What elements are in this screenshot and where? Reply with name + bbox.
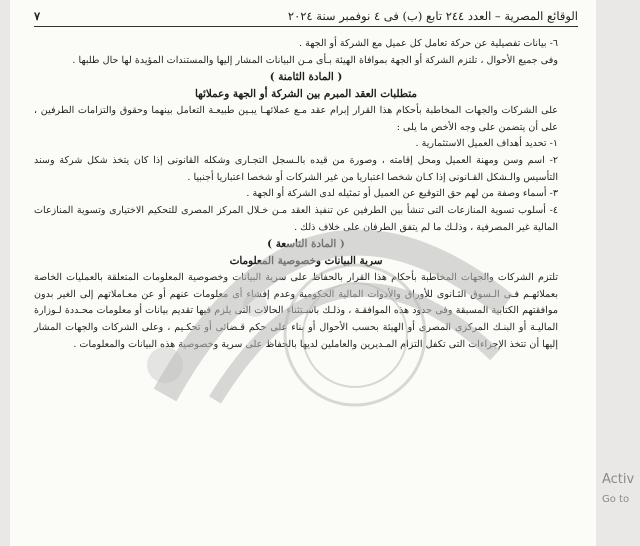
document-body xyxy=(34,36,578,353)
list-item: ٤- أسلوب تسوية المنازعات التى تنشأ بين الطرفين عن تنفيذ العقد مـن خـلال المركز المصرى للتحكيم الاختيارى وتسوية المنازعات المالية غير المصرفية ، وذلـك ما لم يتفق الطرفان على خلاف ذلك . xyxy=(34,205,558,233)
paragraph: وفى جميع الأحوال ، تلتزم الشركة أو الجهة بموافاة الهيئة بـأى مـن البيانات المشار إليها والمستندات المؤيدة لها حال طلبها . xyxy=(72,54,558,66)
paragraph: ٦- بيانات تفصيلية عن حركة تعامل كل عميل مع الشركة أو الجهة . xyxy=(298,38,558,49)
page-number: ٧ xyxy=(34,9,41,23)
list-item: ٣- أسماء وصفة من لهم حق التوقيع عن العميل أو تمثيله لدى الشركة أو الجهة . xyxy=(246,188,558,200)
article-8-heading: ( المادة الثامنة ) xyxy=(269,71,343,84)
article-9-title: سرية البيانات وخصوصية المعلومات xyxy=(229,255,383,268)
page-header xyxy=(34,6,578,27)
document-page xyxy=(10,0,596,546)
activation-watermark xyxy=(602,470,638,510)
header-title: الوقائع المصرية – العدد ٢٤٤ تابع (ب) فى ٤ نوفمبر سنة ٢٠٢٤ xyxy=(287,9,578,23)
activation-line-1: Activ xyxy=(602,472,635,487)
paragraph: على الشركات والجهات المخاطبة بأحكام هذا القرار إبرام عقد مـع عملائهـا يبـين طبيعـة التعامل بينهما وحقوق والتزامات الطرفين ، على أن يتضمن على وجه الأخص ما يلى : xyxy=(34,104,558,133)
list-item: ١- تحديد أهداف العميل الاستثمارية . xyxy=(415,138,558,150)
paragraph: تلتزم الشركات والجهات المخاطبة بأحكام هذا القرار بالحفاظ على سرية البيانات وخصوصية المعلومات المتعلقة بالعمليات الخاصة بعملائهـم فـى الـسوق الثـانوى للأوراق والأدوات المالية الحكومية وعدم إفشاء أى معلومات عنهم أو عن معـاملاتهم إلى الغير بدون موافقتهم الكتابية المسبقة وفى حدود هذه الموافقـة ، وذلـك باسـتثناء الحالات التى يلزم فيها تقديم بيانات أو معلومات محـددة لـوزارة الماليـة أو البنـك المركزى المصرى أو الهيئة بحسب الأحوال أو بناء على حكم قـضائى أو تحكـيم ، وعلى الشركات والجهات المشار إليها أن تتخذ الإجراءات التى تكفل التزام المـديرين والعاملين لديها بالحفاظ على سرية وخصوصية هذه البيانات والمعلومات . xyxy=(34,271,558,350)
list-item: ٢- اسم وسن ومهنة العميل ومحل إقامته ، وصورة من قيده بالـسجل التجـارى وشكله القانونى إذا كان يتخذ شكل شركة وسند التأسيس والـشكل القـانونى إذا كـان شخصا اعتباريا من غير الشركات أو شخصا اعتباريا أجنبيا . xyxy=(34,154,558,183)
article-9-heading: ( المادة التاسعة ) xyxy=(267,238,345,251)
article-8-title: متطلبات العقد المبرم بين الشركة أو الجهة وعملائها xyxy=(194,88,417,101)
activation-line-2: Go to xyxy=(602,494,630,505)
